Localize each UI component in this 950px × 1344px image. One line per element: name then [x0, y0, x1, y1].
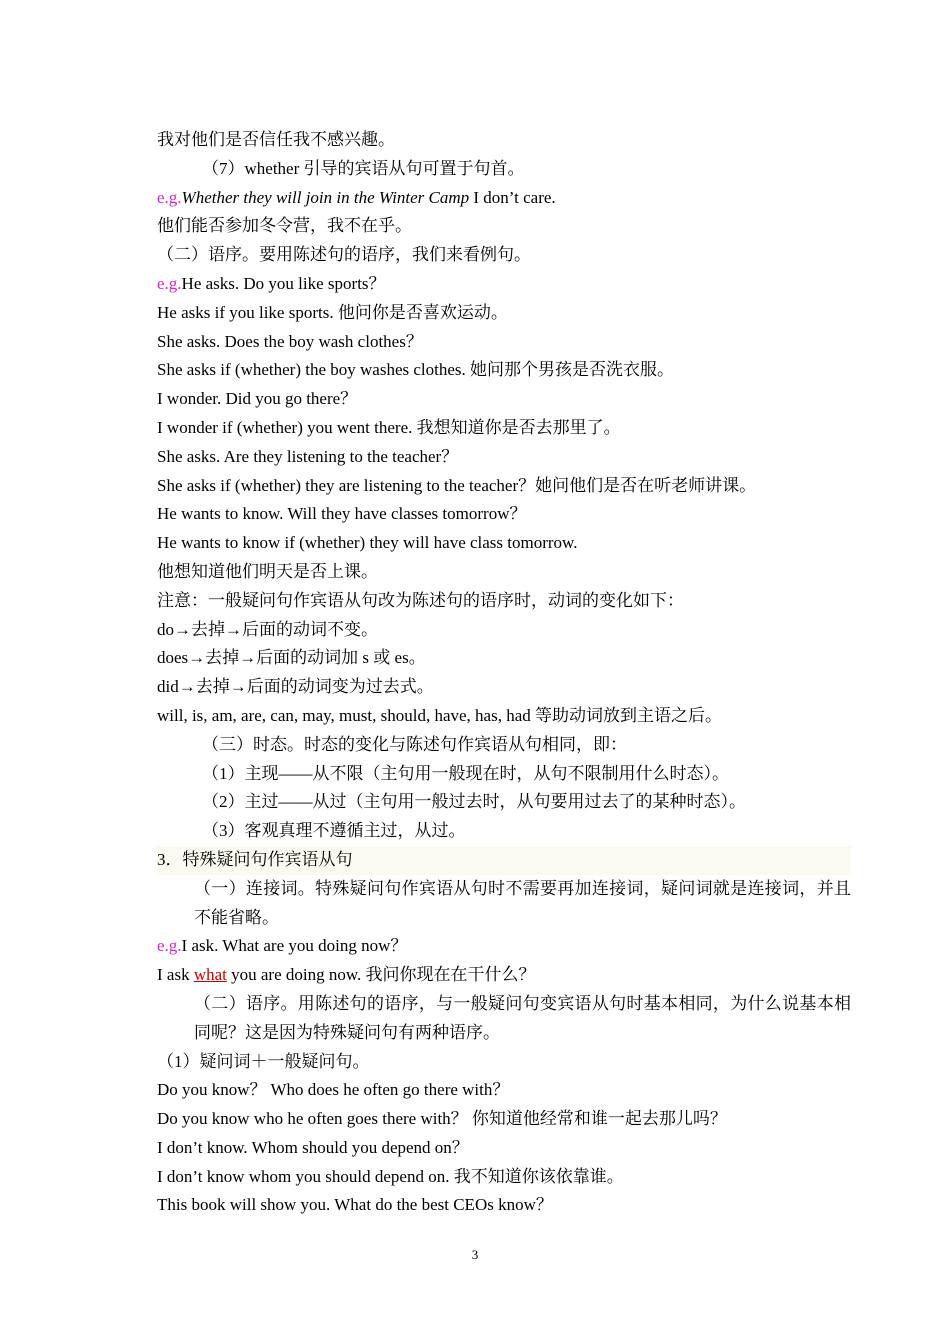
- text-line: [157, 616, 851, 645]
- section-heading: [157, 846, 851, 875]
- paragraph-text: （二）语序。用陈述句的语序，与一般疑问句变宾语从句时基本相同，为什么说基本相同呢？这是因为特殊疑问句有两种语序。: [194, 993, 851, 1042]
- text-line: [157, 529, 851, 558]
- example-text: I don’t care.: [469, 187, 556, 207]
- line-text: I don’t know whom you should depend on. 我不知道你该依靠谁。: [157, 1166, 624, 1186]
- text-line: [157, 356, 851, 385]
- text-line: [157, 472, 851, 501]
- text-line: [157, 299, 851, 328]
- text-line: [157, 155, 851, 184]
- text-line: [157, 1163, 851, 1192]
- line-text: （二）语序。要用陈述句的语序，我们来看例句。: [157, 245, 531, 265]
- line-text: does→去掉→后面的动词加 s 或 es。: [157, 648, 426, 668]
- text-line: [157, 587, 851, 616]
- line-text: I wonder if (whether) you went there. 我想知道你是否去那里了。: [157, 417, 621, 437]
- text-line: [157, 961, 851, 990]
- line-text: I ask: [157, 965, 194, 985]
- line-text: （1）主现——从不限（主句用一般现在时，从句不限制用什么时态）。: [202, 763, 729, 783]
- text-line: [157, 500, 851, 529]
- line-text: 他想知道他们明天是否上课。: [157, 561, 378, 581]
- document-body: [157, 126, 851, 1220]
- example-text: He asks. Do you like sports？: [181, 273, 386, 293]
- text-line: [157, 788, 851, 817]
- text-line: [157, 414, 851, 443]
- line-text: you are doing now. 我问你现在在干什么？: [226, 965, 536, 985]
- line-text: 我对他们是否信任我不感兴趣。: [157, 130, 395, 149]
- line-text: She asks. Are they listening to the teacher？: [157, 446, 459, 466]
- text-line: [157, 270, 851, 299]
- text-line: [157, 817, 851, 846]
- text-line: [157, 558, 851, 587]
- example-text: I ask. What are you doing now？: [181, 936, 408, 956]
- text-line: [157, 241, 851, 270]
- example-italic-text: Whether they will join in the Winter Camp: [181, 187, 470, 207]
- line-text: （1）疑问词＋一般疑问句。: [157, 1051, 370, 1071]
- text-line: [157, 126, 851, 155]
- paragraph: [157, 875, 851, 933]
- example-marker: e.g.: [157, 936, 182, 956]
- line-text: She asks. Does the boy wash clothes？: [157, 331, 423, 351]
- line-text: He wants to know. Will they have classes tomorrow？: [157, 504, 527, 524]
- line-text: 他们能否参加冬令营，我不在乎。: [157, 216, 412, 236]
- page-number: 3: [471, 1247, 479, 1262]
- line-text: do→去掉→后面的动词不变。: [157, 619, 378, 639]
- text-line: [157, 1105, 851, 1134]
- line-text: She asks if (whether) they are listening to the teacher？她问他们是否在听老师讲课。: [157, 475, 757, 495]
- underlined-keyword: what: [193, 965, 227, 985]
- example-marker: e.g.: [157, 187, 182, 207]
- text-line: [157, 328, 851, 357]
- heading-text: 3．特殊疑问句作宾语从句: [157, 849, 353, 869]
- text-line: [157, 1191, 851, 1220]
- line-text: He wants to know if (whether) they will have class tomorrow.: [157, 533, 578, 553]
- text-line: [157, 932, 851, 961]
- line-text: did→去掉→后面的动词变为过去式。: [157, 677, 434, 697]
- line-text: This book will show you. What do the best CEOs know？: [157, 1195, 553, 1215]
- line-text: will, is, am, are, can, may, must, should, have, has, had 等助动词放到主语之后。: [157, 705, 723, 725]
- line-text: I don’t know. Whom should you depend on？: [157, 1137, 469, 1157]
- line-text: （3）客观真理不遵循主过，从过。: [202, 821, 466, 841]
- text-line: [157, 443, 851, 472]
- line-text: She asks if (whether) the boy washes clothes. 她问那个男孩是否洗衣服。: [157, 360, 675, 380]
- text-line: [157, 1134, 851, 1163]
- line-text: I wonder. Did you go there？: [157, 389, 358, 409]
- line-text: Do you know who he often goes there with？ 你知道他经常和谁一起去那儿吗？: [157, 1109, 727, 1129]
- text-line: [157, 212, 851, 241]
- line-text: （7）whether 引导的宾语从句可置于句首。: [202, 158, 525, 178]
- line-text: Do you know？ Who does he often go there with？: [157, 1080, 510, 1100]
- text-line: [157, 731, 851, 760]
- text-line: [157, 644, 851, 673]
- paragraph-text: （一）连接词。特殊疑问句作宾语从句时不需要再加连接词，疑问词就是连接词，并且不能省略。: [194, 878, 851, 927]
- text-line: [157, 673, 851, 702]
- text-line: [157, 1076, 851, 1105]
- line-text: He asks if you like sports. 他问你是否喜欢运动。: [157, 302, 508, 322]
- text-line: [157, 760, 851, 789]
- text-line: [157, 184, 851, 213]
- paragraph: [157, 990, 851, 1048]
- line-text: （2）主过——从过（主句用一般过去时，从句要用过去了的某种时态）。: [202, 792, 746, 812]
- text-line: [157, 1048, 851, 1077]
- text-line: [157, 385, 851, 414]
- line-text: 注意：一般疑问句作宾语从句改为陈述句的语序时，动词的变化如下：: [157, 590, 684, 610]
- example-marker: e.g.: [157, 273, 182, 293]
- line-text: （三）时态。时态的变化与陈述句作宾语从句相同，即：: [202, 734, 627, 754]
- text-line: [157, 702, 851, 731]
